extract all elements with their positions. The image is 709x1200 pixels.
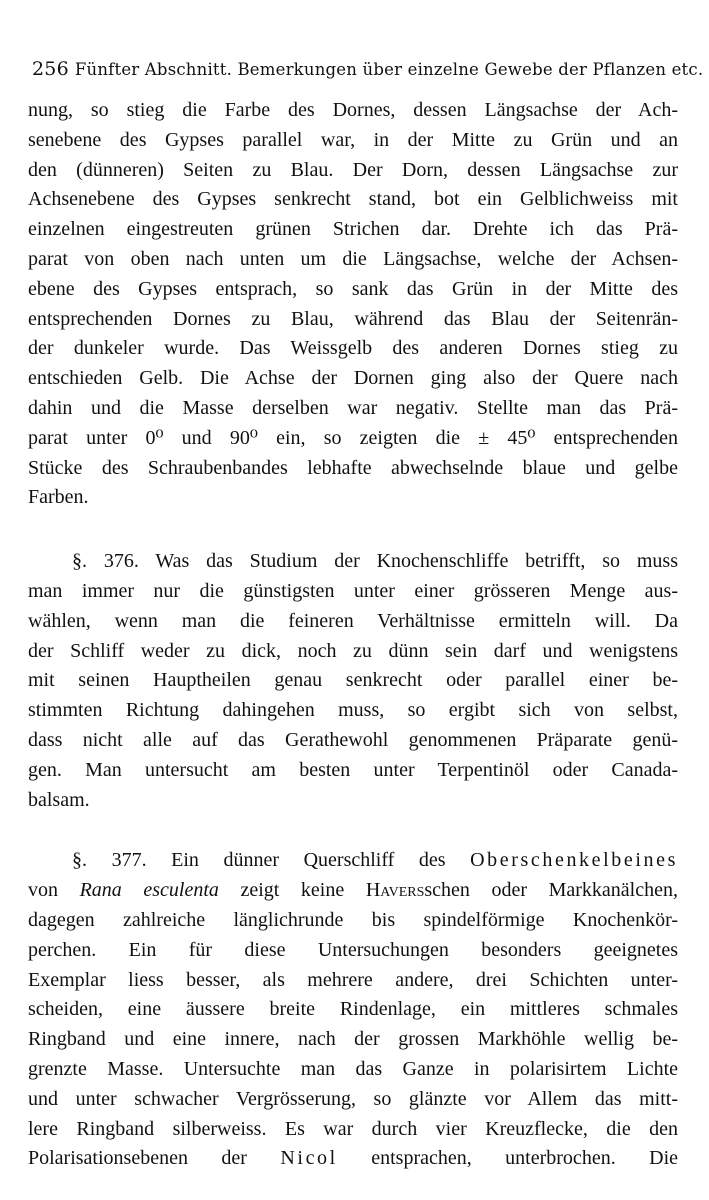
running-header [32,58,704,80]
species-name: Rana esculenta [79,879,219,902]
text-run: entsprachen, unterbrochen. Die [337,1147,678,1170]
text-line [28,846,678,876]
text-line: mit seinen Hauptheilen genau senkrecht oder parallel einer be- [28,669,678,692]
text-line: stimmten Richtung dahingehen muss, so ergibt sich von selbst, [28,699,678,722]
person-name: Havers [365,879,425,902]
text-line: Farben. [28,486,89,509]
text-run: von [28,879,80,902]
text-line: grenzte Masse. Untersuchte man das Ganze in polarisirtem Lichte [28,1057,678,1080]
spaced-term: Nicol [280,1147,338,1170]
text-line: der dunkeler wurde. Das Weissgelb des anderen Dornes stieg zu [28,337,678,360]
text-line: man immer nur die günstigsten unter einer grösseren Menge aus- [28,579,678,602]
text-line: entsprechenden Dornes zu Blau, während das Blau der Seitenrän- [28,307,678,330]
text-line: und unter schwacher Vergrösserung, so glänzte vor Allem das mitt- [28,1087,678,1110]
paragraph-gap [28,513,678,547]
text-line: parat unter 0⁰ und 90⁰ ein, so zeigten die ± 45⁰ entsprechenden [28,426,678,449]
text-line: einzelnen eingestreuten grünen Strichen dar. Drehte ich das Prä- [28,218,678,241]
text-line: wählen, wenn man die feineren Verhältnisse ermitteln will. Da [28,609,678,632]
text-line: balsam. [28,788,90,811]
page-number: 256 [32,58,69,80]
text-line: den (dünneren) Seiten zu Blau. Der Dorn, dessen Längsachse zur [28,158,678,181]
text-line: ebene des Gypses entsprach, so sank das Grün in der Mitte des [28,277,678,300]
paragraph-section-376 [28,547,678,815]
text-line: §. 376. Was das Studium der Knochenschliffe betrifft, so muss [72,550,678,573]
text-line: Stücke des Schraubenbandes lebhafte abwechselnde blaue und gelbe [28,456,678,479]
spaced-term: Oberschenkelbeines [470,849,678,872]
text-line: Achsenebene des Gypses senkrecht stand, bot ein Gelblichweiss mit [28,188,678,211]
text-run: schen oder Markkanälchen, [424,879,678,902]
text-line: lere Ringband silberweiss. Es war durch vier Kreuzflecke, die den [28,1117,678,1140]
text-line: nung, so stieg die Farbe des Dornes, dessen Längsachse der Ach- [28,99,678,121]
text-line: entschieden Gelb. Die Achse der Dornen ging also der Quere nach [28,367,678,390]
running-title: Fünfter Abschnitt. Bemerkungen über einzelne Gewebe der Pflanzen etc. [74,60,704,79]
text-line: Exemplar liess besser, als mehrere andere, drei Schichten unter- [28,968,678,991]
text-run: §. 377. Ein dünner Querschliff des [72,849,471,872]
text-run: Polarisationsebenen der [28,1147,281,1170]
text-line: dahin und die Masse derselben war negativ. Stellte man das Prä- [28,396,678,419]
text-line: der Schliff weder zu dick, noch zu dünn sein darf und wenigstens [28,639,678,662]
text-line: parat von oben nach unten um die Längsachse, welche der Achsen- [28,247,678,270]
text-line [28,876,678,906]
text-line: gen. Man untersucht am besten unter Terpentinöl oder Canada- [28,758,678,781]
text-line: dass nicht alle auf das Gerathewohl genommenen Präparate genü- [28,728,678,751]
text-line [28,1144,678,1174]
text-line: scheiden, eine äussere breite Rindenlage, ein mittleres schmales [28,998,678,1021]
text-line: Ringband und eine innere, nach der grossen Markhöhle wellig be- [28,1028,678,1051]
text-line: senebene des Gypses parallel war, in der Mitte zu Grün und an [28,128,678,151]
body-text [28,96,678,1174]
paragraph-gap [28,815,678,846]
text-line: dagegen zahlreiche länglichrunde bis spindelförmige Knochenkör- [28,908,678,931]
text-run: zeigt keine [218,879,366,902]
paragraph-continuation [28,96,678,513]
text-line: perchen. Ein für diese Untersuchungen besonders geeignetes [28,938,678,961]
paragraph-section-377 [28,846,678,1174]
